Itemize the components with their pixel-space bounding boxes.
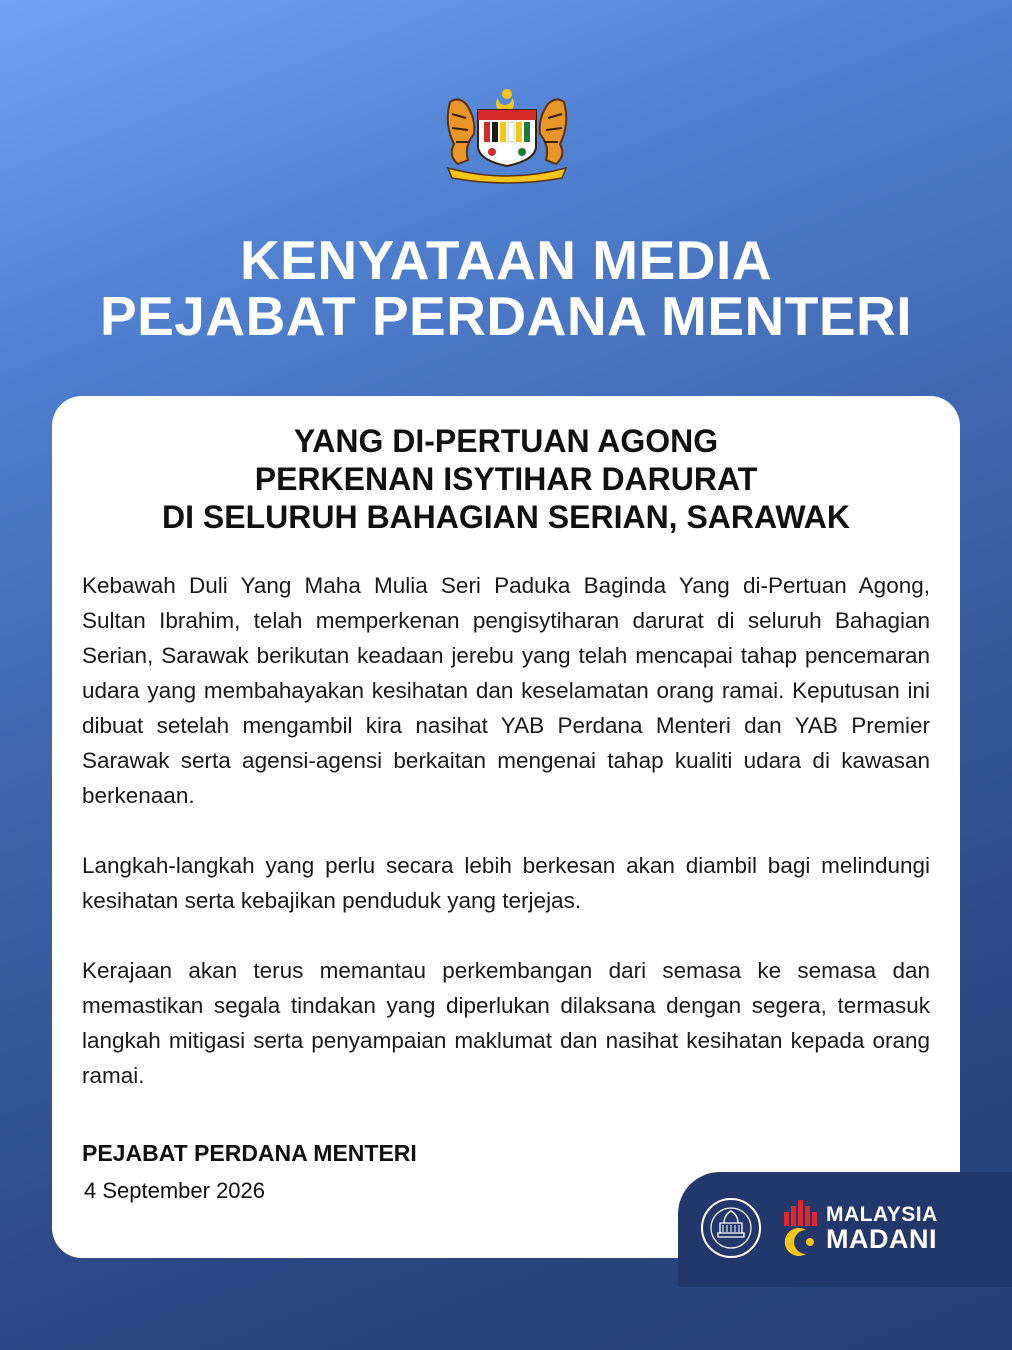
- madani-line-2: MADANI: [826, 1224, 937, 1254]
- statement-headline: [52, 422, 960, 536]
- title-line-2: PEJABAT PERDANA MENTERI: [99, 285, 913, 347]
- body-paragraph-1: Kebawah Duli Yang Maha Mulia Seri Paduka Baginda Yang di-Pertuan Agong, Sultan Ibrahim, telah memperkenan pengisytiharan darurat di seluruh Bahagian Serian, Sarawak berikutan keadaan jerebu yang telah mencapai tahap pencemaran udara yang membahayakan kesihatan dan keselamatan orang ramai. Keputusan ini dibuat setelah mengambil kira nasihat YAB Perdana Menteri dan YAB Premier Sarawak serta agensi-agensi berkaitan mengenai tahap kualiti udara di kawasan berkenaan.: [82, 573, 930, 808]
- madani-wordmark: [826, 1204, 938, 1252]
- headline-line-1: YANG DI-PERTUAN AGONG: [293, 423, 719, 459]
- madani-logo-icon: [782, 1198, 820, 1256]
- body-paragraph-3: Kerajaan akan terus memantau perkembangan dari semasa ke semasa dan memastikan segala tindakan yang diperlukan dilaksana dengan segera, termasuk langkah mitigasi serta penyampaian maklumat dan nasihat kesihatan kepada orang ramai.: [82, 958, 930, 1088]
- headline-line-2: PERKENAN ISYTIHAR DARURAT: [254, 461, 758, 497]
- headline-line-3: DI SELURUH BAHAGIAN SERIAN, SARAWAK: [161, 499, 851, 535]
- title-line-1: KENYATAAN MEDIA: [239, 229, 773, 291]
- statement-card: [52, 396, 960, 1258]
- pmo-seal-icon: [700, 1197, 762, 1259]
- signature-office: PEJABAT PERDANA MENTERI: [82, 1140, 417, 1166]
- coat-of-arms-icon: [440, 84, 574, 184]
- statement-date: 4 September 2026: [84, 1178, 266, 1203]
- logo-panel: [678, 1172, 1012, 1287]
- statement-type-title: [0, 229, 1012, 347]
- madani-line-1: MALAYSIA: [826, 1203, 938, 1226]
- body-paragraph-2: Langkah-langkah yang perlu secara lebih berkesan akan diambil bagi melindungi kesihatan serta kebajikan penduduk yang terjejas.: [82, 853, 930, 913]
